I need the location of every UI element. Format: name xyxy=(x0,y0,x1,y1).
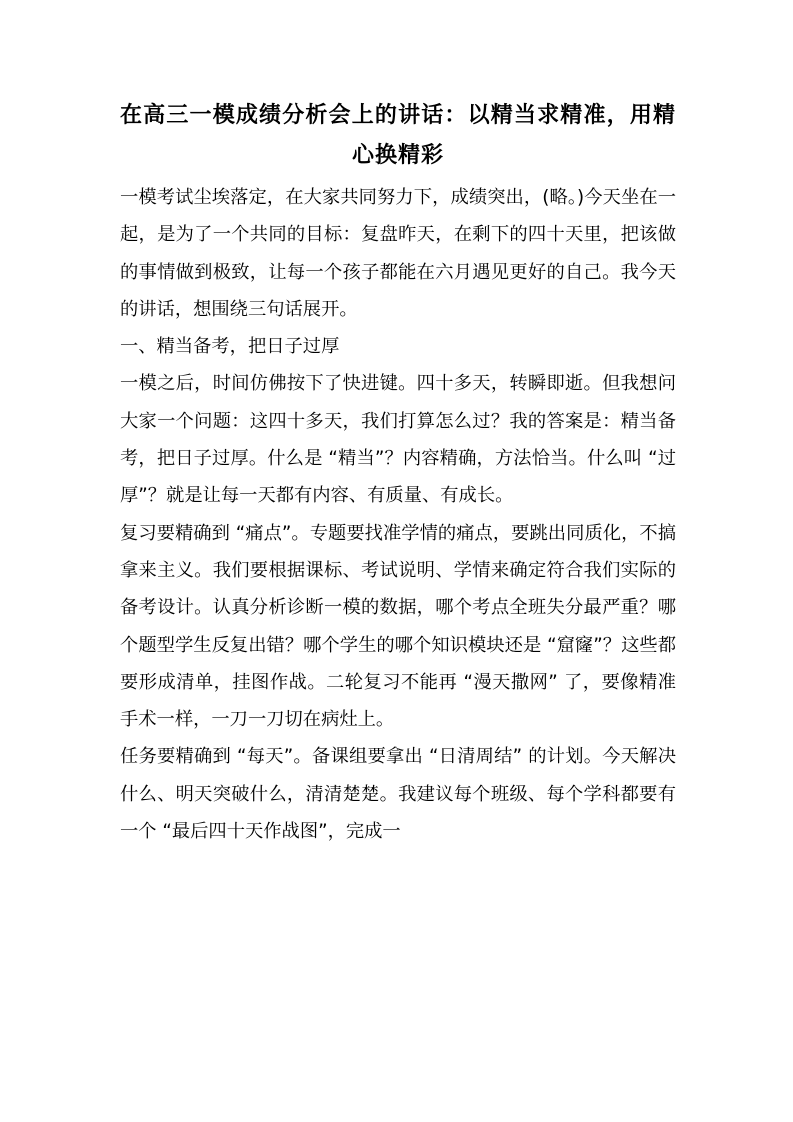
section-heading-1: 一、精当备考，把日子过厚 xyxy=(120,336,340,358)
paragraph-daily-tasks: 任务要精确到 “每天”。备课组要拿出 “日清周结” 的计划。今天解决什么、明天突破什么，清清楚楚。我建议每个班级、每个学科都要有一个 “最后四十天作战图”，完成一 xyxy=(120,746,676,843)
document-title: 在高三一模成绩分析会上的讲话：以精当求精准，用精心换精彩 xyxy=(120,103,676,168)
document-body xyxy=(120,179,676,850)
paragraph-review-painpoints: 复习要精确到 “痛点”。专题要找准学情的痛点，要跳出同质化，不搞拿来主义。我们要根据课标、考试说明、学情来确定符合我们实际的备考设计。认真分析诊断一模的数据，哪个考点全班失分最严重？哪个题型学生反复出错？哪个学生的哪个知识模块还是 “窟窿”？这些都要形成清单，挂图作战。二轮复习不能再 “漫天撒网” 了，要像精准手术一样，一刀一刀切在病灶上。 xyxy=(120,522,676,731)
paragraph-section-1: 一模之后，时间仿佛按下了快进键。四十多天，转瞬即逝。但我想问大家一个问题：这四十多天，我们打算怎么过？我的答案是：精当备考，把日子过厚。什么是 “精当”？内容精确，方法恰当。什么叫 “过厚”？就是让每一天都有内容、有质量、有成长。 xyxy=(120,373,676,507)
paragraph-intro: 一模考试尘埃落定，在大家共同努力下，成绩突出，(略。)今天坐在一起，是为了一个共同的目标：复盘昨天，在剩下的四十天里，把该做的事情做到极致，让每一个孩子都能在六月遇见更好的自己。我今天的讲话，想围绕三句话展开。 xyxy=(120,187,676,320)
